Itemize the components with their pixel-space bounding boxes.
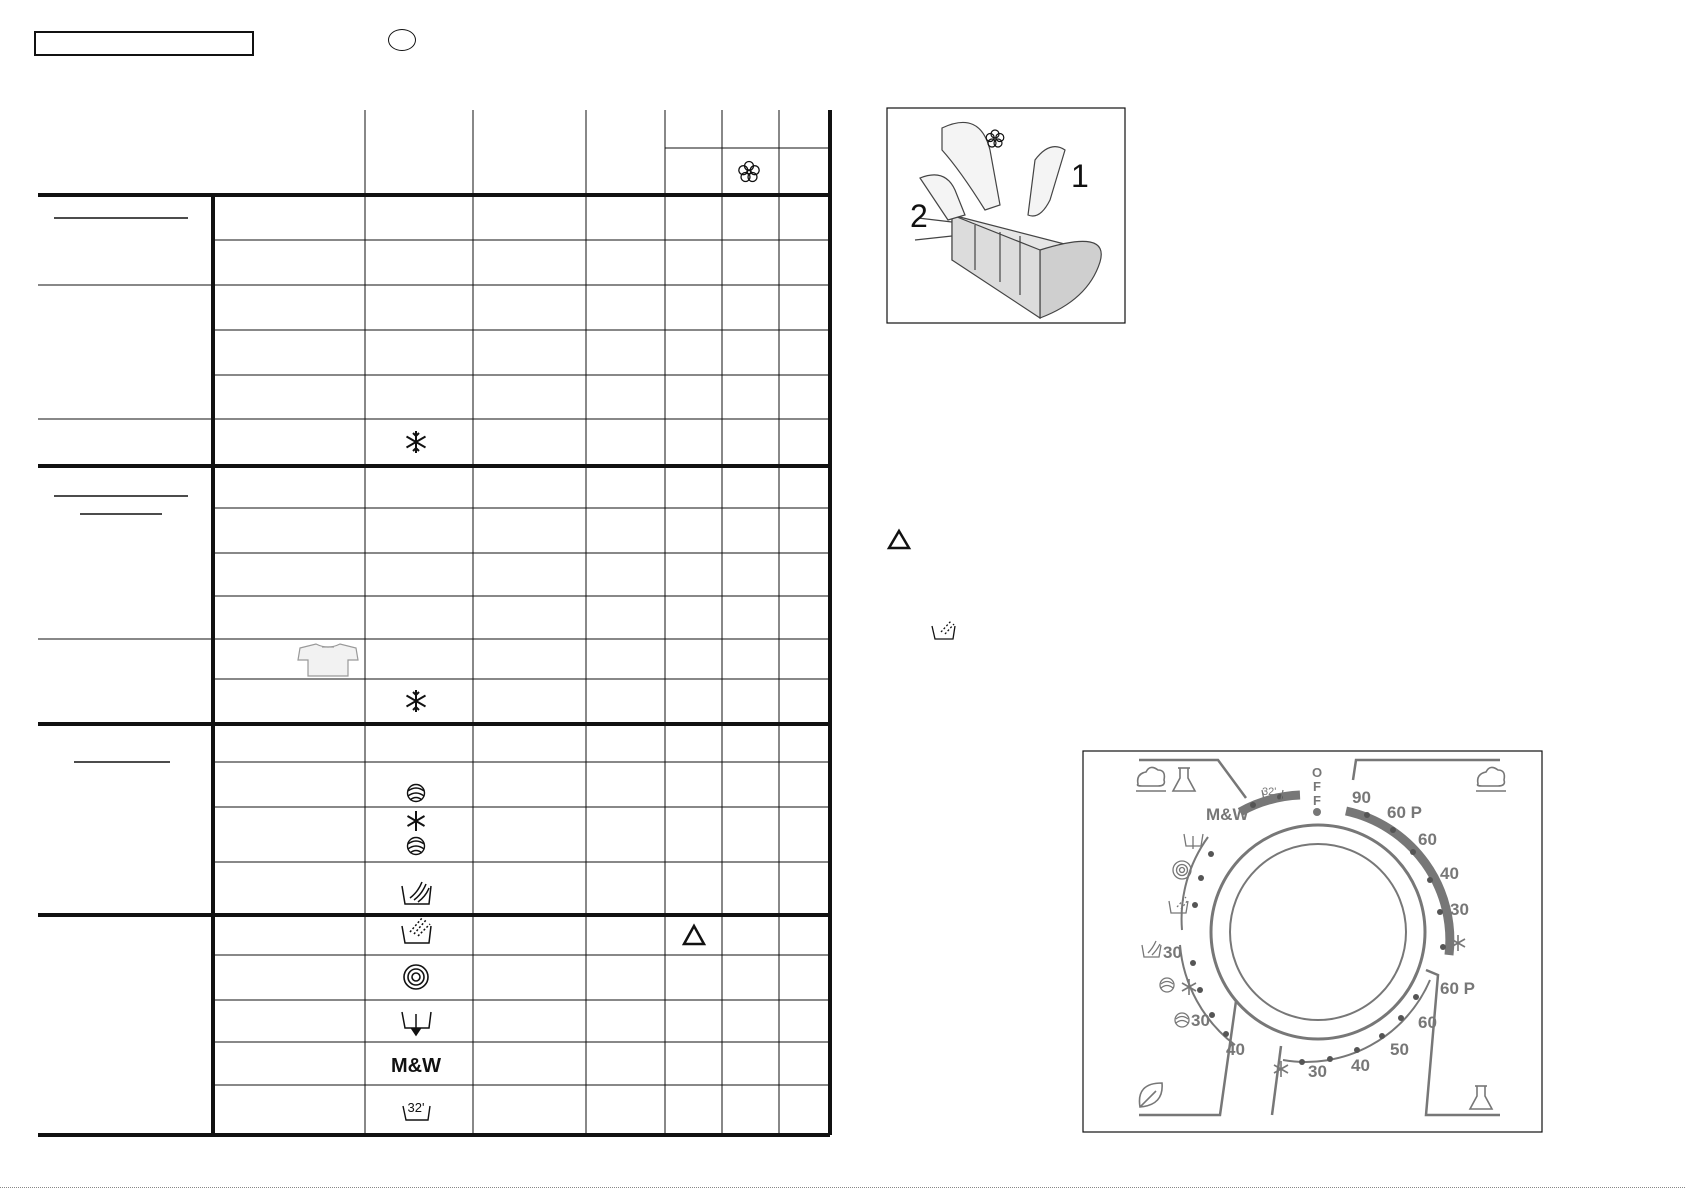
- dial-label-50: 50: [1390, 1040, 1409, 1059]
- dial-label-60-lower: 60: [1418, 1013, 1437, 1032]
- dial-label-30-handwash: 30: [1163, 943, 1182, 962]
- dial-label-40-lower: 40: [1351, 1056, 1370, 1075]
- dial-label-90: 90: [1352, 788, 1371, 807]
- off-letter-f2: F: [1313, 793, 1321, 808]
- dial-label-mw: M&W: [1206, 805, 1249, 824]
- dial-label-60p: 60 P: [1387, 803, 1422, 822]
- compartment-2-label: 2: [910, 198, 928, 234]
- dial-label-30: 30: [1450, 900, 1469, 919]
- mw-program-label: M&W: [391, 1055, 441, 1077]
- off-letter-o: O: [1311, 765, 1323, 780]
- dial-label-60: 60: [1418, 830, 1437, 849]
- quick-32-label: 32': [407, 1100, 425, 1115]
- dial-label-40-left: 40: [1226, 1040, 1245, 1059]
- dial-label-32: 32': [1262, 786, 1277, 798]
- dial-label-60p-lower: 60 P: [1440, 979, 1475, 998]
- dial-label-30-lower: 30: [1308, 1062, 1327, 1081]
- page-bottom-rule: [0, 1187, 1685, 1188]
- dial-label-30-wool: 30: [1191, 1011, 1210, 1030]
- dial-label-40: 40: [1440, 864, 1459, 883]
- compartment-1-label: 1: [1071, 158, 1089, 194]
- off-letter-f1: F: [1313, 779, 1321, 794]
- off-dot: [1313, 808, 1321, 816]
